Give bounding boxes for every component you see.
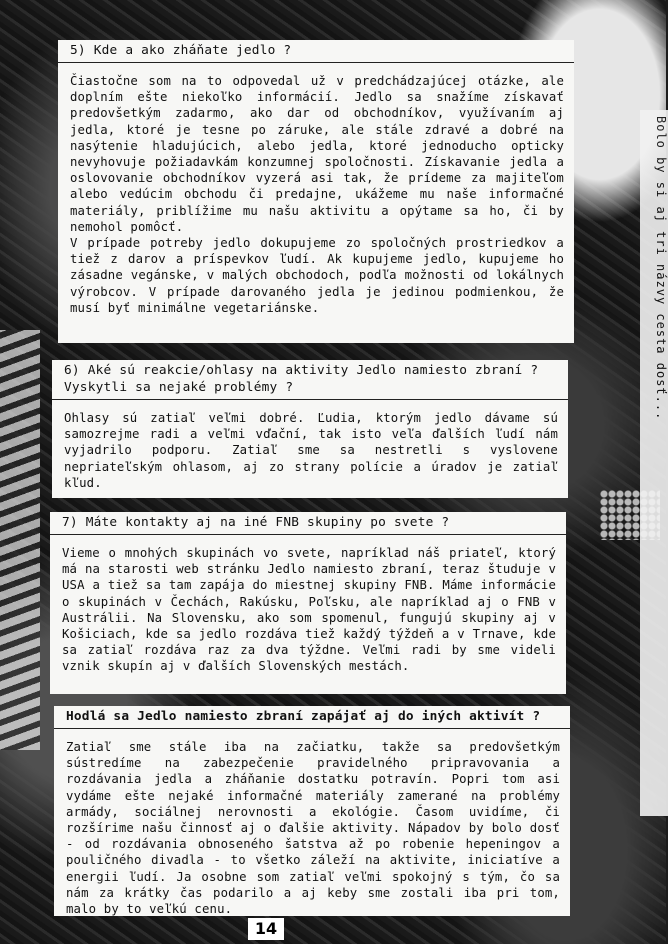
paragraph: V prípade potreby jedlo dokupujeme zo spoločných prostriedkov a tiež z darov a príspevkov ľudí. Ak kupujeme jedlo, kupujeme ho zásadne vegánske, v malých obchodoch, podľa možnosti od lokálnych výrobcov. V prípade darovaného jedla je jedinou podmienkou, že musí byť minimálne vegetariánske.	[70, 236, 564, 315]
section-body	[52, 400, 568, 497]
section-heading: 6) Aké sú reakcie/ohlasy na aktivity Jedlo namiesto zbraní ? Vyskytli sa nejaké problémy ?	[52, 360, 568, 400]
section-body	[54, 729, 570, 923]
section-q8	[54, 706, 570, 916]
page-number: 14	[248, 918, 284, 940]
section-heading: 5) Kde a ako zháňate jedlo ?	[58, 40, 574, 63]
paragraph: Vieme o mnohých skupinách vo svete, napríklad náš priateľ, ktorý má na starosti web stránku Jedlo namiesto zbraní, teraz študuje v USA a tiež sa tam zapája do miestnej skupiny FNB. Máme informácie o skupinách v Čechách, Rakúsku, Poľsku, ale napríklad aj o FNB v Austrálii. Na Slovensku, ako som spomenul, fungujú skupiny aj v Košiciach, kde sa jedlo rozdáva tiež každý týždeň a v Trnave, kde sa zatiaľ rozdáva raz za dva týždne. Veľmi radi by sme videli vznik skupín aj v ďalších Slovenských mestách.	[62, 546, 556, 674]
paragraph: Čiastočne som na to odpovedal už v predchádzajúcej otázke, ale doplním ešte niekoľko informácií. Jedlo sa snažíme získavať predovšetkým zadarmo, ako dar od obchodníkov, využívaním aj jedla, ktoré je tesne po záruke, ale stále zdravé a dobré na nasýtenie hladujúcich, alebo jedla, ktoré jednoducho opticky nevyhovuje požiadavkám konzumnej spoločnosti. Získavanie jedla a oslovovanie obchodníkov vyzerá asi tak, že prídeme za majiteľom alebo vedúcim obchodu či predajne, ukážeme mu naše informačné materiály, priblížime mu našu aktivitu a opýtame sa ho, či by nemohol pomôcť.	[70, 74, 564, 234]
paragraph: Ohlasy sú zatiaľ veľmi dobré. Ľudia, ktorým jedlo dávame sú samozrejme radi a veľmi vďační, tak isto veľa ďalších ľudí nám vyjadrilo podporu. Zatiaľ sme sa nestretli s vyslovene nepriateľským ohlasom, aj zo strany polície a úradov je zatiaľ kľud.	[64, 411, 558, 490]
leaf-decoration	[0, 330, 40, 750]
section-q7	[50, 512, 566, 694]
paragraph: Zatiaľ sme stále iba na začiatku, takže sa predovšetkým sústredíme na zabezpečenie pravidelného pripravovania a rozdávania jedla a zháňanie dostatku potravín. Popri tom asi vydáme ešte nejaké informačné materiály zamerané na problémy armády, sociálnej nerovnosti a ekológie. Časom uvidíme, či rozšírime našu činnosť aj o ďalšie aktivity. Nápadov by bolo dosť - od rozdávania obnoseného šatstva až po robenie hepeningov a pouličného divadla - to všetko záleží na aktivite, iniciatíve a energii ľudí. Ja osobne som zatiaľ veľmi spokojný s tým, čo sa nám za krátky čas podarilo a aj keby sme zostali iba pri tom, malo by to veľkú cenu.	[66, 740, 560, 917]
section-q5	[58, 40, 574, 343]
section-q6	[52, 360, 568, 498]
section-body	[50, 535, 566, 681]
section-body	[58, 63, 574, 322]
section-heading: Hodlá sa Jedlo namiesto zbraní zapájať aj do iných aktivít ?	[54, 706, 570, 729]
section-heading: 7) Máte kontakty aj na iné FNB skupiny po svete ?	[50, 512, 566, 535]
side-text: Bolo by si aj tri názvy cesta dosť...	[640, 110, 668, 816]
